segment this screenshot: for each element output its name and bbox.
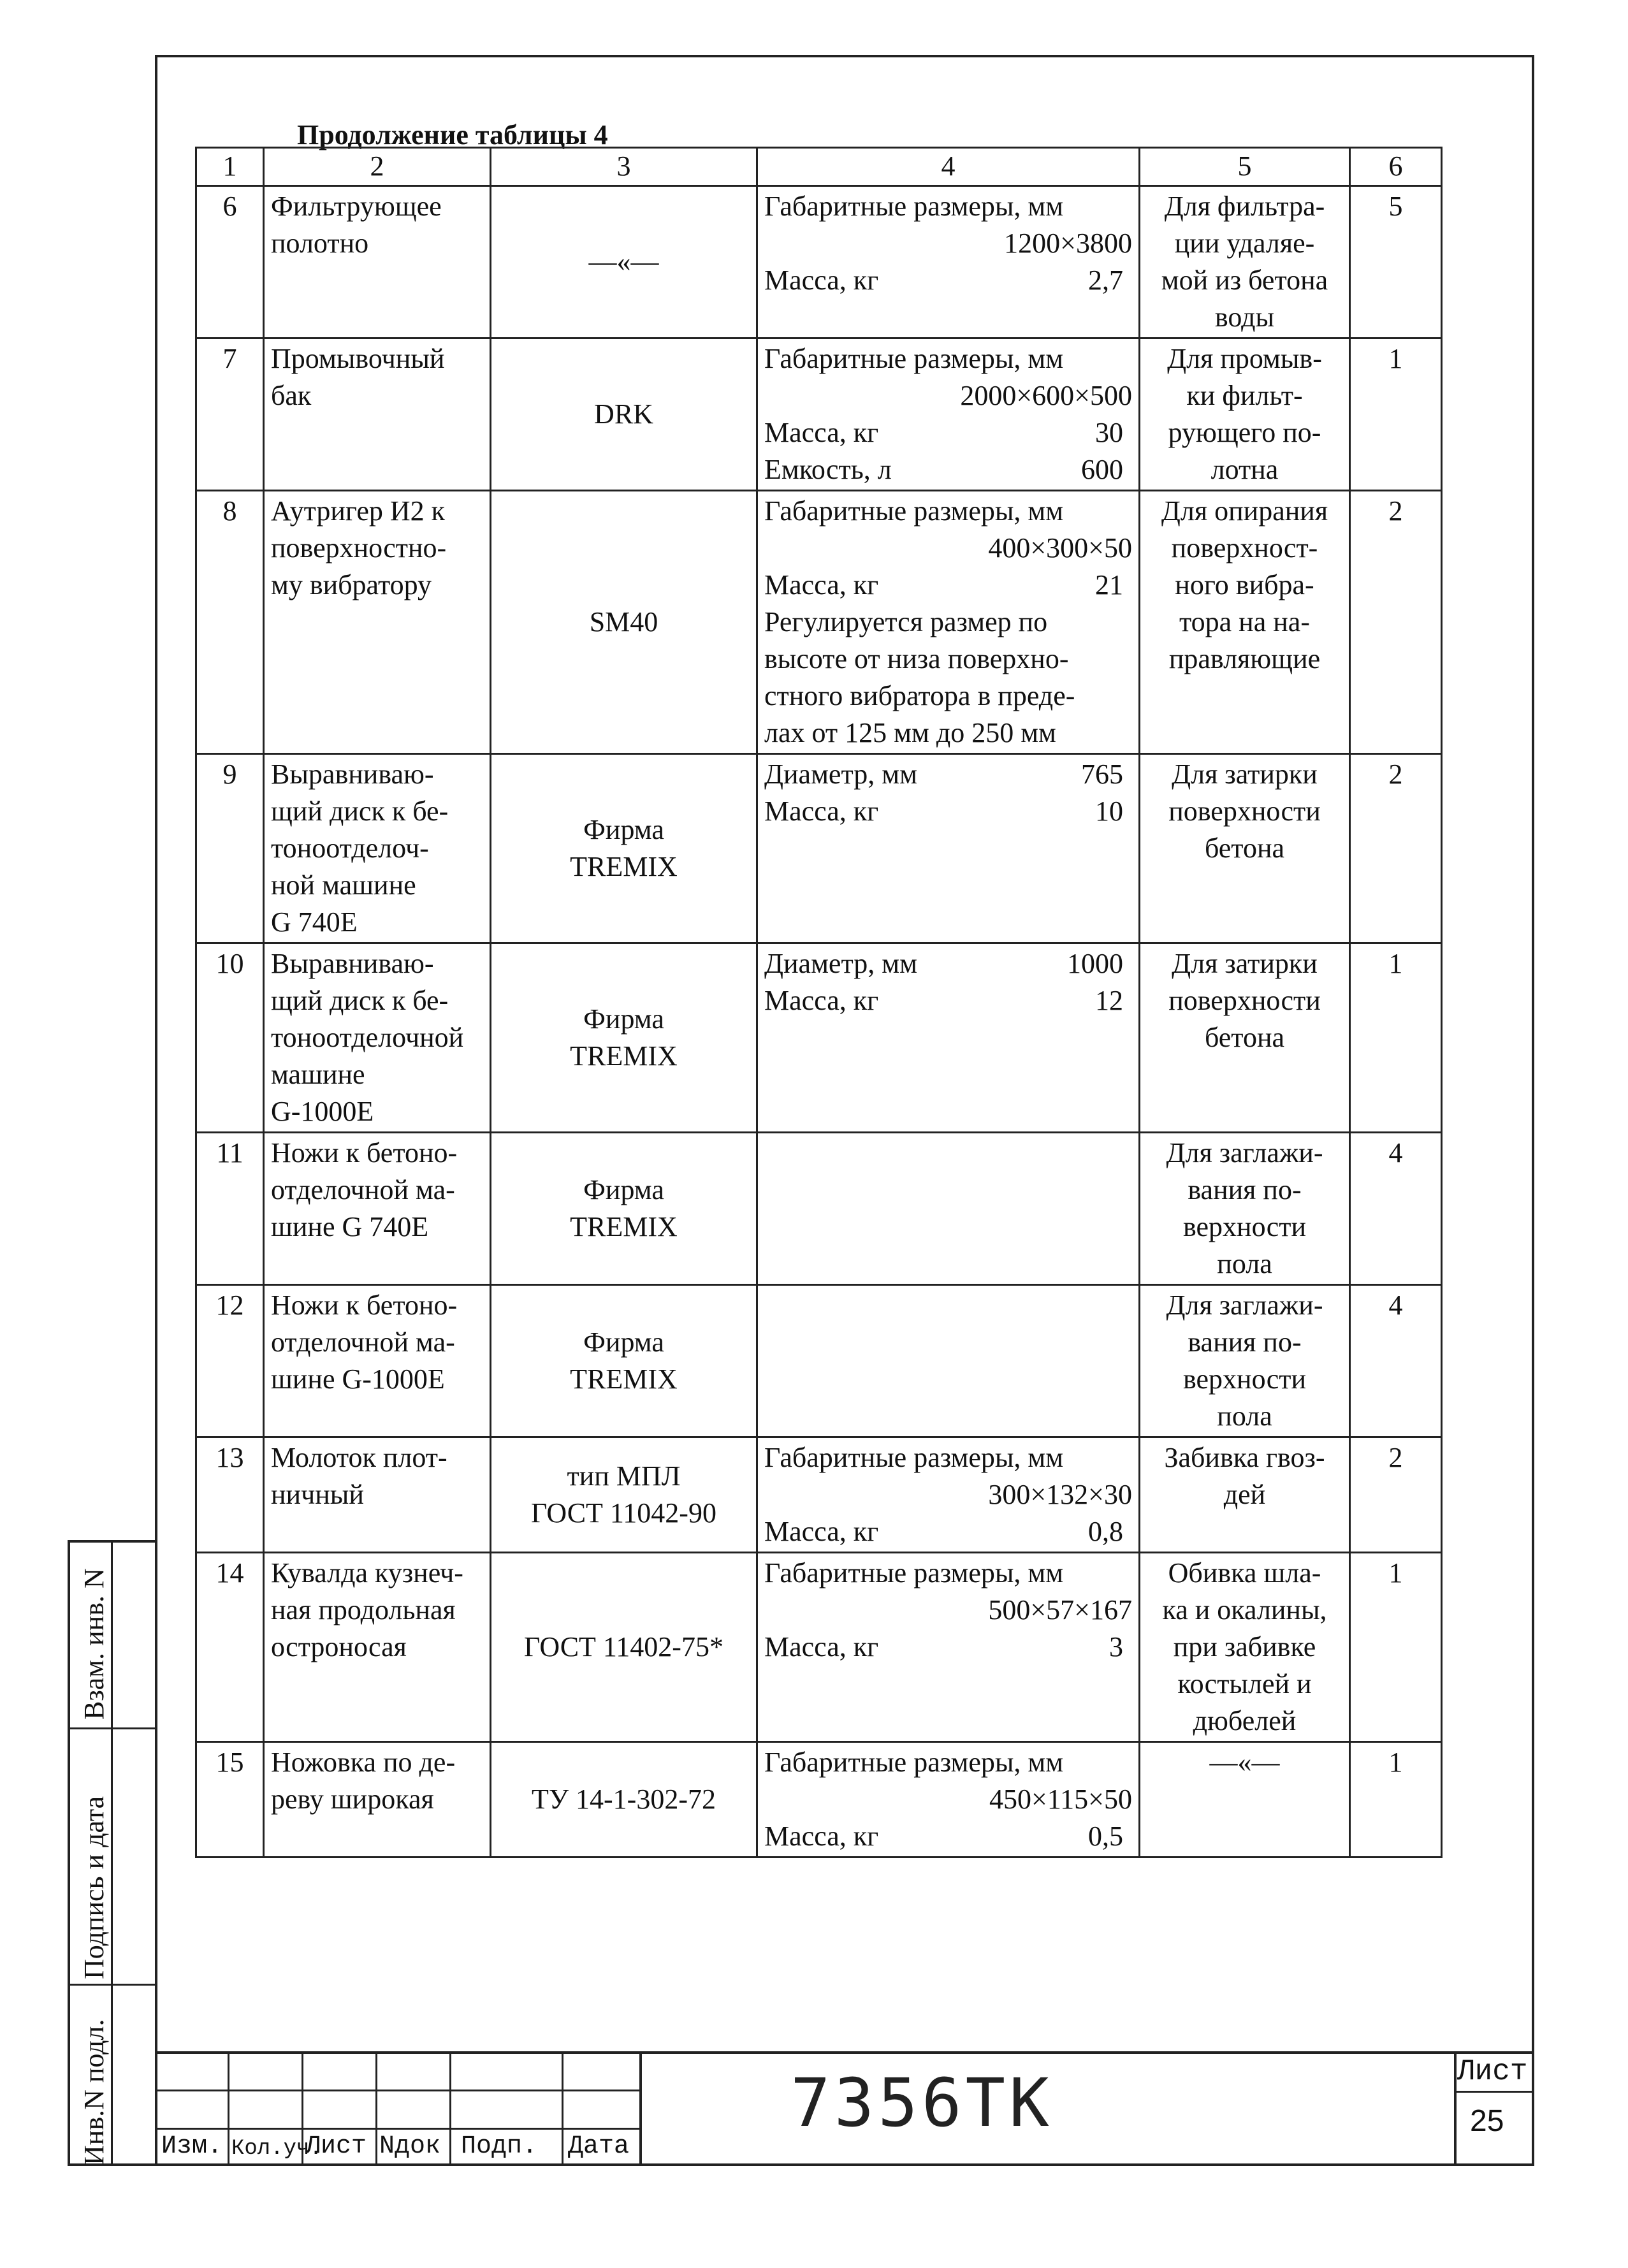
- table-header-row: [196, 148, 1442, 186]
- param-value: 0,5: [1088, 1821, 1123, 1852]
- item-name: Ножовка по де- реву широкая: [264, 1742, 491, 1857]
- table-row: [196, 1437, 1442, 1553]
- param-line: 300×132×30: [988, 1479, 1132, 1510]
- item-mark: SM40: [491, 491, 757, 754]
- row-number: 7: [196, 338, 264, 491]
- item-params: [757, 1437, 1140, 1553]
- param-line: 450×115×50: [989, 1784, 1132, 1815]
- param-line: 2000×600×500: [960, 380, 1132, 411]
- item-params: [757, 186, 1140, 338]
- item-quantity: 1: [1350, 1553, 1442, 1742]
- item-name: Выравниваю- щий диск к бе- тоноотделочной машине G-1000E: [264, 943, 491, 1133]
- row-number: 14: [196, 1553, 264, 1742]
- item-purpose: Для заглажи- вания по- верхности пола: [1140, 1133, 1350, 1285]
- sheet-number: 25: [1470, 2104, 1504, 2138]
- param-line: [764, 262, 1132, 299]
- item-name: Аутригер И2 к поверхностно- му вибратору: [264, 491, 491, 754]
- table-row: [196, 1285, 1442, 1437]
- item-purpose: Для фильтра- ции удаляе- мой из бетона воды: [1140, 186, 1350, 338]
- item-mark: тип МПЛ ГОСТ 11042-90: [491, 1437, 757, 1553]
- item-purpose: Обивка шла- ка и окалины, при забивке костылей и дюбелей: [1140, 1553, 1350, 1742]
- header-cell: 1: [196, 148, 264, 186]
- header-cell: 4: [757, 148, 1140, 186]
- item-purpose: Для затирки поверхности бетона: [1140, 754, 1350, 943]
- item-name: Промывочный бак: [264, 338, 491, 491]
- item-name: Ножи к бетоно- отделочной ма- шине G 740E: [264, 1133, 491, 1285]
- param-line: [764, 756, 1132, 793]
- item-name: Молоток плот- ничный: [264, 1437, 491, 1553]
- side-cell-replace: [70, 1543, 157, 1727]
- header-cell: 6: [1350, 148, 1442, 186]
- item-mark: —«—: [491, 186, 757, 338]
- item-purpose: Для заглажи- вания по- верхности пола: [1140, 1285, 1350, 1437]
- param-line: [764, 1513, 1132, 1550]
- param-value: 30: [1095, 417, 1123, 448]
- param-line: Габаритные размеры, мм: [764, 343, 1064, 374]
- item-mark: Фирма TREMIX: [491, 754, 757, 943]
- param-line: 500×57×167: [988, 1594, 1132, 1625]
- side-stamp: [68, 1540, 155, 2166]
- param-line: Габаритные размеры, мм: [764, 495, 1064, 527]
- item-name: Выравниваю- щий диск к бе- тоноотделоч- ной машине G 740E: [264, 754, 491, 943]
- side-cell-inventory: [70, 1984, 157, 2169]
- param-label: Масса, кг: [764, 985, 879, 1016]
- item-purpose: Для затирки поверхности бетона: [1140, 943, 1350, 1133]
- param-line: Габаритные размеры, мм: [764, 1442, 1064, 1473]
- param-label: Масса, кг: [764, 796, 879, 827]
- item-quantity: 2: [1350, 754, 1442, 943]
- item-mark: ГОСТ 11402-75*: [491, 1553, 757, 1742]
- param-value: 10: [1095, 796, 1123, 827]
- item-purpose: Забивка гвоз- дей: [1140, 1437, 1350, 1553]
- item-params: [757, 943, 1140, 1133]
- item-quantity: 5: [1350, 186, 1442, 338]
- item-purpose: Для опирания поверхност- ного вибра- тора на на- правляющие: [1140, 491, 1350, 754]
- row-number: 10: [196, 943, 264, 1133]
- param-line: [764, 414, 1132, 451]
- table-row: [196, 1742, 1442, 1857]
- param-value: 1000: [1067, 948, 1123, 979]
- table-row: [196, 338, 1442, 491]
- param-line: [764, 945, 1132, 982]
- header-cell: 3: [491, 148, 757, 186]
- tb-col-count: Кол.уч.: [231, 2137, 323, 2161]
- param-line: Габаритные размеры, мм: [764, 1557, 1064, 1588]
- item-mark: ТУ 14-1-302-72: [491, 1742, 757, 1857]
- document-code: 7356ТК: [790, 2064, 1053, 2142]
- param-line: [764, 1818, 1132, 1855]
- tb-col-date: Дата: [568, 2132, 630, 2161]
- param-label: Масса, кг: [764, 1631, 879, 1662]
- item-quantity: 4: [1350, 1133, 1442, 1285]
- item-quantity: 1: [1350, 1742, 1442, 1857]
- side-label-inventory: Инв.N подл.: [78, 2019, 110, 2165]
- side-cell-signature: [70, 1727, 157, 1984]
- tb-col-doc: Nдок: [379, 2132, 441, 2161]
- param-line: 1200×3800: [1004, 228, 1132, 259]
- tb-col-change: Изм.: [161, 2132, 223, 2161]
- table-row: [196, 943, 1442, 1133]
- item-quantity: 1: [1350, 943, 1442, 1133]
- param-value: 12: [1095, 985, 1123, 1016]
- item-name: Ножи к бетоно- отделочной ма- шине G-1000E: [264, 1285, 491, 1437]
- item-name: Фильтрующее полотно: [264, 186, 491, 338]
- header-cell: 2: [264, 148, 491, 186]
- param-label: Масса, кг: [764, 1821, 879, 1852]
- param-line: [764, 1629, 1132, 1666]
- param-line: [764, 793, 1132, 830]
- item-quantity: 4: [1350, 1285, 1442, 1437]
- param-line: [764, 567, 1132, 604]
- item-params: [757, 1742, 1140, 1857]
- param-label: Диаметр, мм: [764, 759, 917, 790]
- tb-col-sign: Подп.: [461, 2132, 538, 2161]
- tb-col-sheet: Лист: [305, 2132, 367, 2161]
- table-row: [196, 1553, 1442, 1742]
- param-line: [764, 982, 1132, 1019]
- item-mark: Фирма TREMIX: [491, 1285, 757, 1437]
- item-params: [757, 1133, 1140, 1285]
- item-params: [757, 338, 1140, 491]
- item-quantity: 1: [1350, 338, 1442, 491]
- param-line: [764, 451, 1132, 488]
- item-params: [757, 754, 1140, 943]
- item-mark: Фирма TREMIX: [491, 1133, 757, 1285]
- table-caption: Продолжение таблицы 4: [297, 119, 608, 150]
- param-value: 3: [1109, 1631, 1123, 1662]
- row-number: 6: [196, 186, 264, 338]
- item-quantity: 2: [1350, 1437, 1442, 1553]
- param-value: 765: [1081, 759, 1123, 790]
- param-line: Регулируется размер по высоте от низа поверхно- стного вибратора в преде- лах от 125 мм до 250 мм: [764, 606, 1075, 748]
- table-row: [196, 491, 1442, 754]
- equipment-table: [195, 147, 1443, 1858]
- param-value: 2,7: [1088, 265, 1123, 296]
- table-row: [196, 1133, 1442, 1285]
- item-params: [757, 491, 1140, 754]
- header-cell: 5: [1140, 148, 1350, 186]
- item-name: Кувалда кузнеч- ная продольная остроносая: [264, 1553, 491, 1742]
- param-label: Масса, кг: [764, 265, 879, 296]
- item-params: [757, 1553, 1140, 1742]
- item-purpose: Для промыв- ки фильт- рующего по- лотна: [1140, 338, 1350, 491]
- item-mark: Фирма TREMIX: [491, 943, 757, 1133]
- row-number: 8: [196, 491, 264, 754]
- param-line: 400×300×50: [988, 532, 1132, 563]
- param-label: Масса, кг: [764, 417, 879, 448]
- param-value: 21: [1095, 569, 1123, 600]
- param-label: Диаметр, мм: [764, 948, 917, 979]
- param-label: Емкость, л: [764, 454, 892, 485]
- sheet-label: Лист: [1457, 2055, 1528, 2088]
- item-mark: DRK: [491, 338, 757, 491]
- item-purpose: —«—: [1140, 1742, 1350, 1857]
- table-row: [196, 754, 1442, 943]
- table-row: [196, 186, 1442, 338]
- param-value: 600: [1081, 454, 1123, 485]
- side-label-signature: Подпись и дата: [78, 1796, 110, 1979]
- item-quantity: 2: [1350, 491, 1442, 754]
- item-params: [757, 1285, 1140, 1437]
- param-line: Габаритные размеры, мм: [764, 191, 1064, 222]
- side-label-replace: Взам. инв. N: [78, 1568, 110, 1720]
- param-line: Габаритные размеры, мм: [764, 1747, 1064, 1778]
- row-number: 9: [196, 754, 264, 943]
- param-label: Масса, кг: [764, 1516, 879, 1547]
- row-number: 11: [196, 1133, 264, 1285]
- row-number: 13: [196, 1437, 264, 1553]
- row-number: 12: [196, 1285, 264, 1437]
- param-value: 0,8: [1088, 1516, 1123, 1547]
- param-label: Масса, кг: [764, 569, 879, 600]
- row-number: 15: [196, 1742, 264, 1857]
